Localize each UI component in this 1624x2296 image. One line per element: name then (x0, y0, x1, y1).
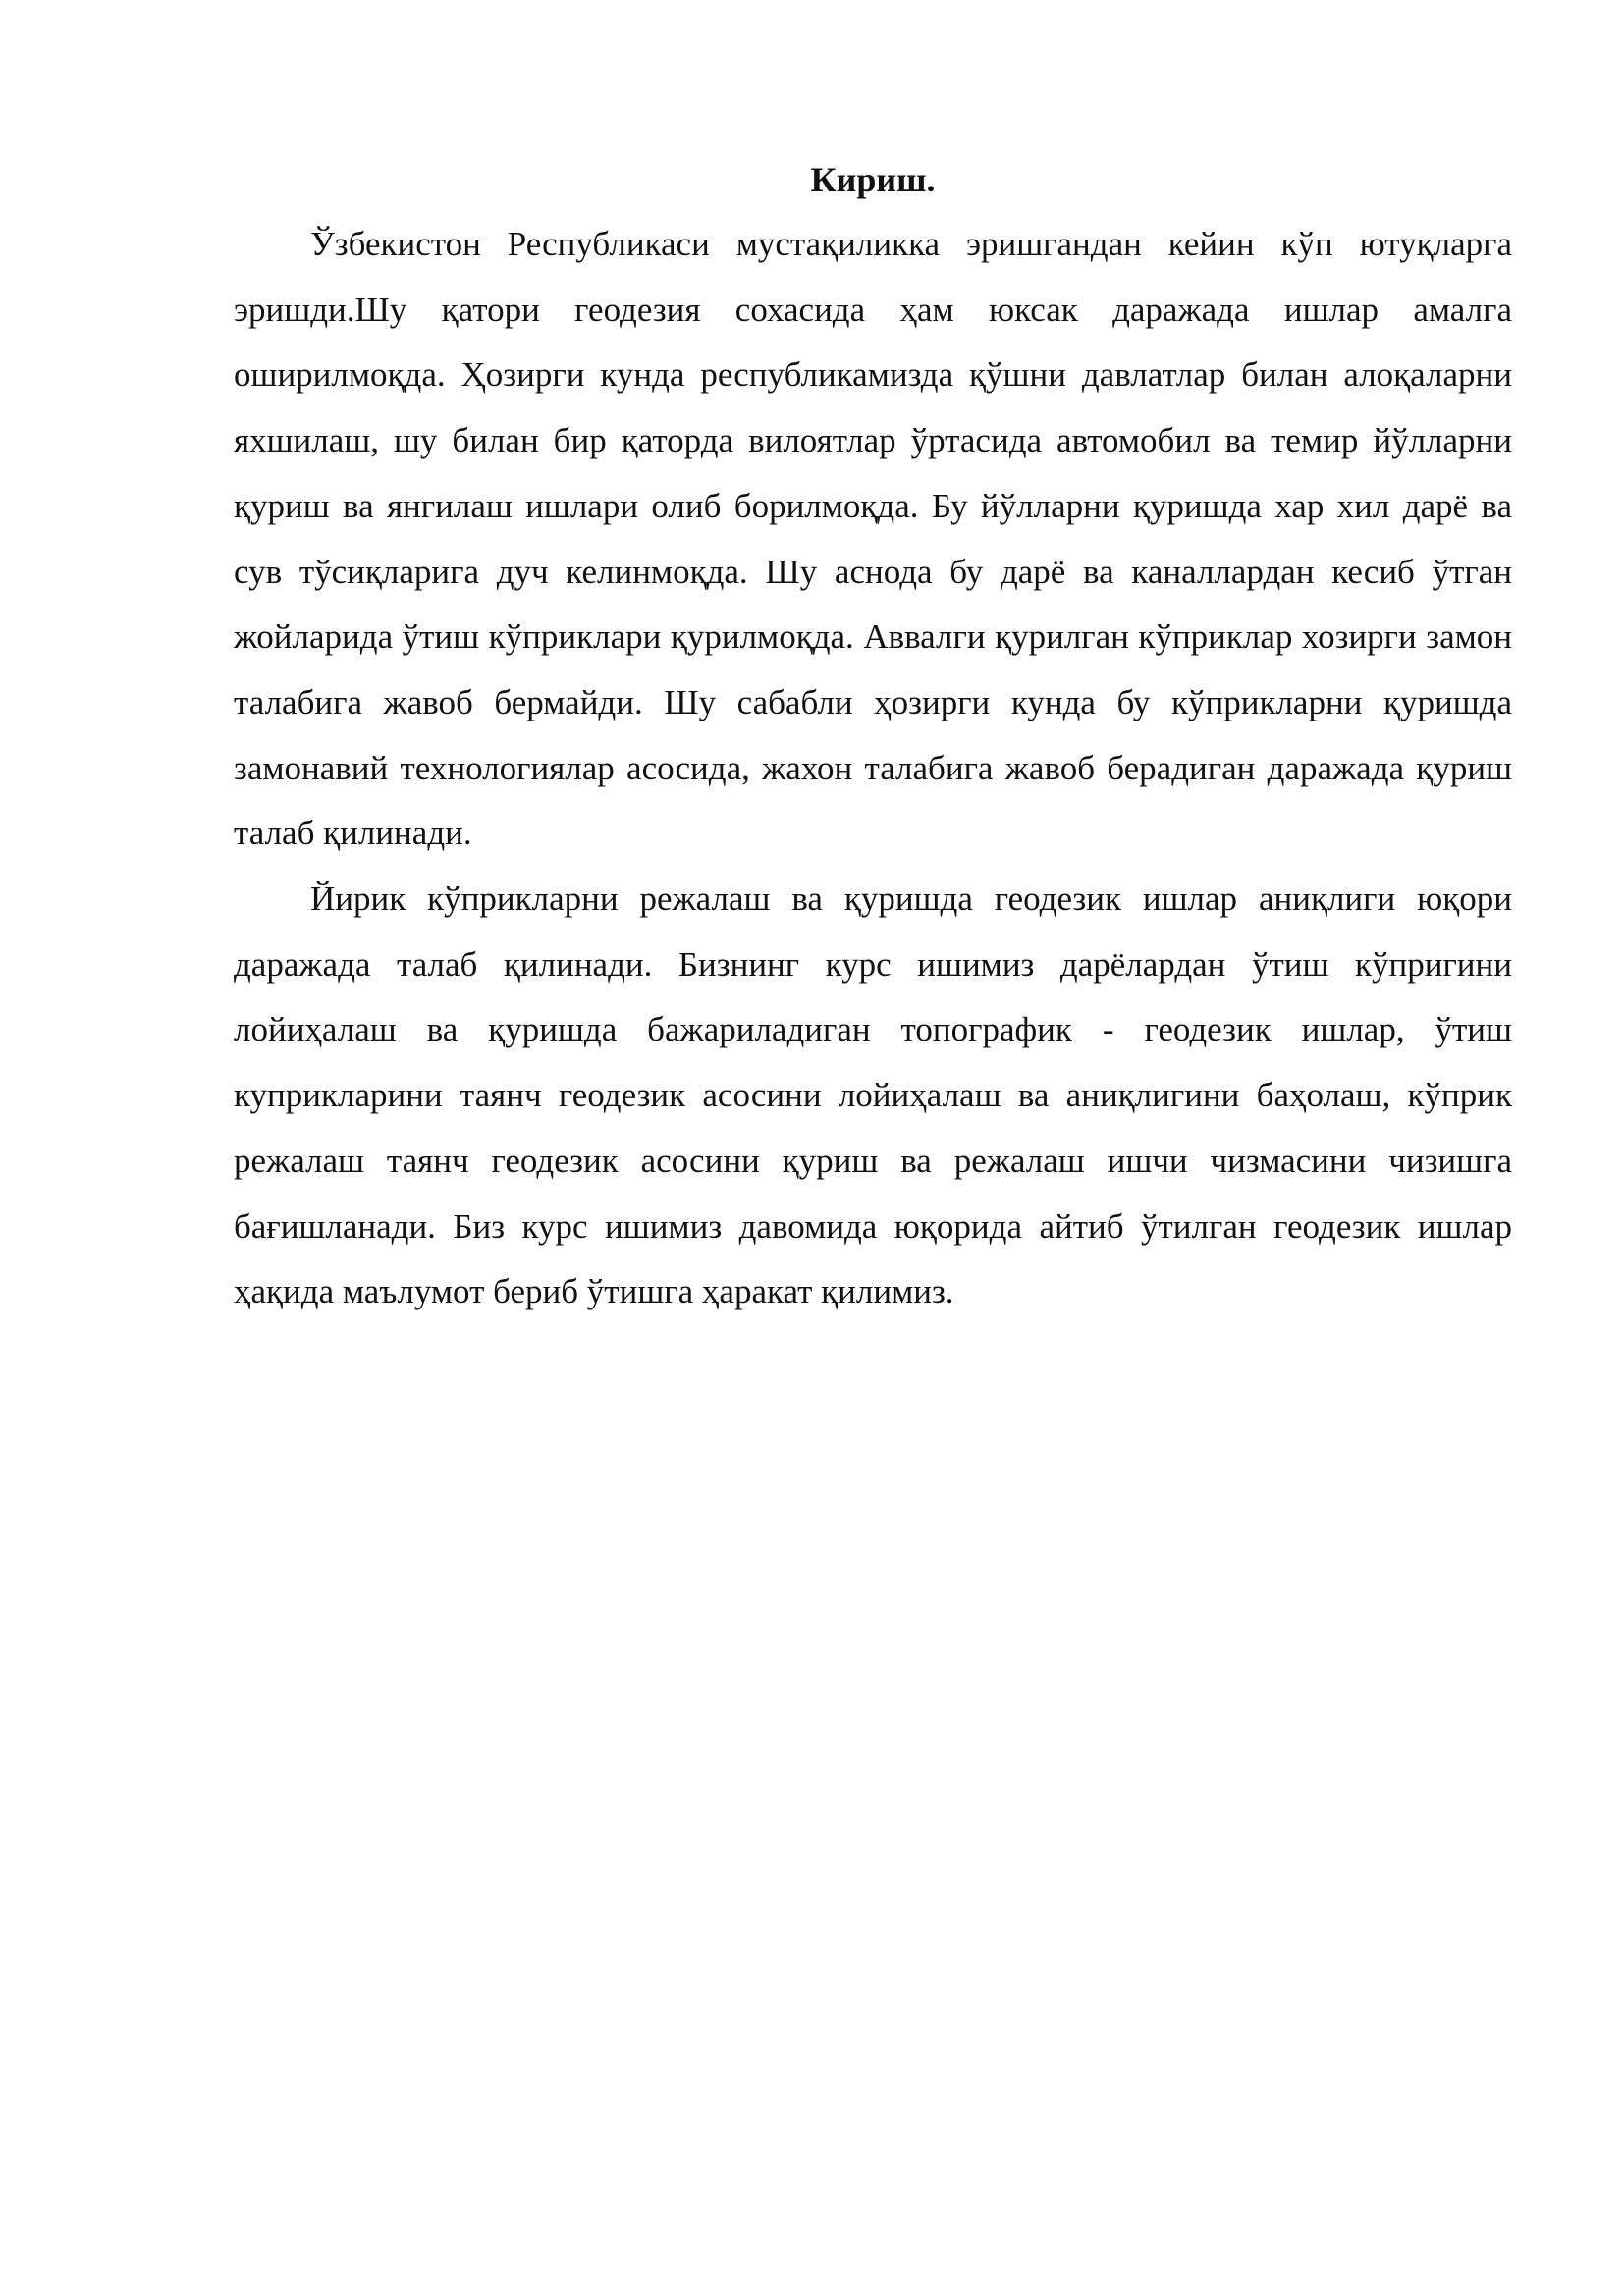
document-body (234, 147, 1512, 1325)
document-title: Кириш. (810, 160, 936, 199)
paragraph-2: Йирик кўприкларни режалаш ва қуришда геодезик ишлар аниқлиги юқори даражада талаб қилинади. Бизнинг курс ишимиз дарёлардан ўтиш кўпригини лойиҳалаш ва қуришда бажариладиган топографик - геодезик ишлар, ўтиш куприкларини таянч геодезик асосини лойиҳалаш ва аниқлигини баҳолаш, кўприк режалаш таянч геодезик асосини қуриш ва режалаш ишчи чизмасини чизишга бағишланади. Биз курс ишимиз давомида юқорида айтиб ўтилган геодезик ишлар ҳақида маълумот бериб ўтишга ҳаракат қилимиз. (234, 880, 1512, 1311)
paragraph-1: Ўзбекистон Республикаси мустақиликка эришгандан кейин кўп ютуқларга эришди.Шу қатори геодезия сохасида ҳам юксак даражада ишлар амалга оширилмоқда. Ҳозирги кунда республикамизда қўшни давлатлар билан алоқаларни яхшилаш, шу билан бир қаторда вилоятлар ўртасида автомобил ва темир йўлларни қуриш ва янгилаш ишлари олиб борилмоқда. Бу йўлларни қуришда хар хил дарё ва сув тўсиқларига дуч келинмоқда. Шу аснода бу дарё ва каналлардан кесиб ўтган жойларида ўтиш кўприклари қурилмоқда. Аввалги қурилган кўприклар хозирги замон талабига жавоб бермайди. Шу сабабли ҳозирги кунда бу кўприкларни қуришда замонавий технологиялар асосида, жахон талабига жавоб берадиган даражада қуриш талаб қилинади. (234, 225, 1512, 853)
